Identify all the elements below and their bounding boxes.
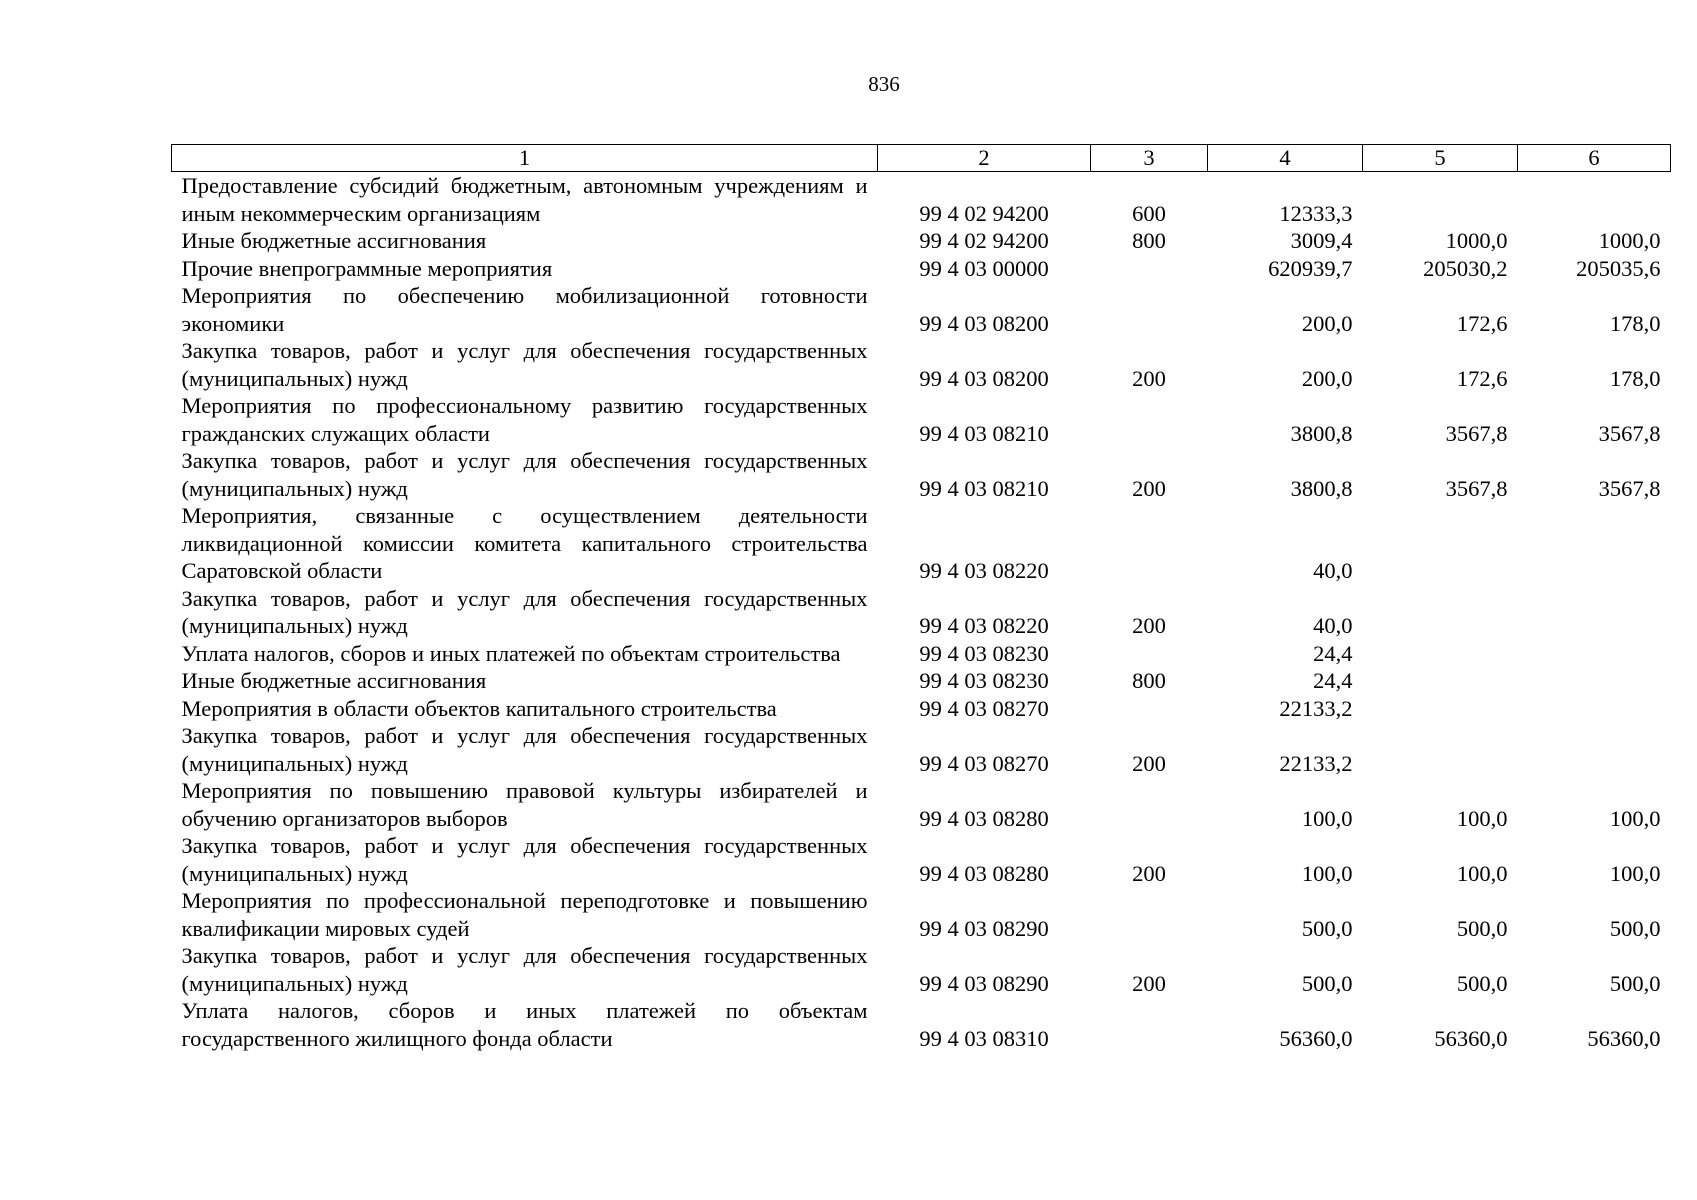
row-expense-type: 200 [1132, 750, 1166, 776]
row-name: Мероприятия в области объектов капитального строительства [181, 695, 777, 721]
row-name: Закупка товаров, работ и услуг для обеспечения государственных (муниципальных) нужд [181, 943, 868, 996]
header-row [172, 145, 1671, 172]
table-row [172, 942, 1671, 997]
row-expense-type: 800 [1132, 228, 1166, 253]
row-value-col6 [1518, 667, 1671, 695]
row-code: 99 4 03 00000 [919, 255, 1049, 281]
row-value-col4: 500,0 [1301, 970, 1353, 996]
row-expense-type [1091, 887, 1208, 942]
budget-table [171, 144, 1671, 1052]
row-value-col4: 100,0 [1301, 805, 1353, 831]
row-value-col4: 3800,8 [1290, 420, 1353, 446]
table-row [172, 447, 1671, 502]
row-value-col4: 3800,8 [1290, 475, 1353, 501]
table-row [172, 392, 1671, 447]
row-expense-type [1091, 640, 1208, 668]
table-row [172, 997, 1671, 1052]
row-code: 99 4 03 08220 [919, 558, 1049, 583]
row-name: Мероприятия по профессиональной переподготовке и повышению квалификации мировых судей [181, 888, 868, 941]
row-value-col4: 24,4 [1313, 668, 1353, 693]
page-number: 836 [868, 72, 900, 96]
row-expense-type: 200 [1132, 365, 1166, 391]
row-code: 99 4 03 08280 [919, 805, 1049, 831]
row-value-col4: 200,0 [1301, 310, 1353, 336]
table-row [172, 282, 1671, 337]
row-value-col5: 56360,0 [1434, 1025, 1508, 1051]
row-name: Закупка товаров, работ и услуг для обеспечения государственных (муниципальных) нужд [181, 338, 868, 391]
row-value-col5 [1363, 640, 1518, 668]
row-name: Уплата налогов, сборов и иных платежей по объектам строительства [181, 640, 841, 666]
row-name: Прочие внепрограммные мероприятия [181, 255, 553, 281]
table-row [172, 227, 1671, 255]
table-row [172, 172, 1671, 228]
row-code: 99 4 03 08290 [919, 915, 1049, 941]
row-value-col6 [1518, 172, 1671, 228]
table-row [172, 722, 1671, 777]
row-name: Закупка товаров, работ и услуг для обеспечения государственных (муниципальных) нужд [181, 723, 868, 776]
row-value-col4: 620939,7 [1268, 255, 1353, 281]
row-name: Мероприятия, связанные с осуществлением деятельности ликвидационной комиссии комитета капитального строительства Саратовской области [181, 503, 868, 583]
row-expense-type [1091, 997, 1208, 1052]
row-value-col5: 3567,8 [1445, 475, 1508, 501]
row-name: Закупка товаров, работ и услуг для обеспечения государственных (муниципальных) нужд [181, 585, 868, 638]
row-value-col5: 3567,8 [1445, 420, 1508, 446]
row-value-col4: 40,0 [1313, 613, 1353, 638]
row-code: 99 4 03 08280 [919, 860, 1049, 886]
row-value-col6 [1518, 722, 1671, 777]
table-row [172, 832, 1671, 887]
row-name: Мероприятия по повышению правовой культуры избирателей и обучению организаторов выборов [181, 778, 868, 831]
row-name: Иные бюджетные ассигнования [181, 228, 487, 253]
column-header-4: 4 [1208, 145, 1363, 172]
row-value-col5 [1363, 172, 1518, 228]
row-value-col5: 500,0 [1456, 915, 1508, 941]
row-value-col6: 56360,0 [1587, 1025, 1661, 1051]
row-expense-type: 200 [1132, 860, 1166, 886]
table-row [172, 777, 1671, 832]
row-expense-type [1091, 502, 1208, 585]
row-expense-type [1091, 695, 1208, 723]
row-expense-type: 200 [1132, 613, 1166, 638]
row-value-col4: 40,0 [1313, 558, 1353, 583]
row-value-col5: 1000,0 [1445, 228, 1508, 253]
table-row [172, 887, 1671, 942]
table-header [172, 145, 1671, 172]
row-value-col5 [1363, 585, 1518, 640]
column-header-3: 3 [1091, 145, 1208, 172]
row-value-col6 [1518, 695, 1671, 723]
row-value-col4: 500,0 [1301, 915, 1353, 941]
table-row [172, 667, 1671, 695]
row-expense-type: 600 [1132, 200, 1166, 226]
table-row [172, 255, 1671, 283]
row-expense-type: 200 [1132, 475, 1166, 501]
row-name: Закупка товаров, работ и услуг для обеспечения государственных (муниципальных) нужд [181, 833, 868, 886]
row-name: Мероприятия по обеспечению мобилизационной готовности экономики [181, 283, 868, 336]
row-code: 99 4 03 08210 [919, 475, 1049, 501]
table-row [172, 337, 1671, 392]
row-code: 99 4 03 08270 [919, 695, 1049, 721]
row-value-col6: 100,0 [1609, 805, 1661, 831]
row-value-col5: 172,6 [1456, 310, 1508, 336]
table-row [172, 640, 1671, 668]
row-name: Предоставление субсидий бюджетным, автономным учреждениям и иным некоммерческим организациям [181, 173, 868, 226]
row-value-col6 [1518, 640, 1671, 668]
row-expense-type [1091, 392, 1208, 447]
row-name: Иные бюджетные ассигнования [181, 668, 487, 693]
row-name: Закупка товаров, работ и услуг для обеспечения государственных (муниципальных) нужд [181, 448, 868, 501]
row-expense-type [1091, 282, 1208, 337]
row-expense-type [1091, 777, 1208, 832]
row-value-col6: 178,0 [1609, 310, 1661, 336]
row-name: Мероприятия по профессиональному развитию государственных гражданских служащих области [181, 393, 868, 446]
row-value-col4: 12333,3 [1279, 200, 1353, 226]
row-value-col6: 205035,6 [1576, 255, 1661, 281]
row-code: 99 4 02 94200 [919, 228, 1049, 253]
row-code: 99 4 03 08310 [919, 1025, 1049, 1051]
row-value-col5: 100,0 [1456, 805, 1508, 831]
row-value-col5 [1363, 667, 1518, 695]
row-value-col6: 3567,8 [1598, 475, 1661, 501]
column-header-2: 2 [878, 145, 1091, 172]
row-value-col6: 500,0 [1609, 915, 1661, 941]
row-value-col4: 56360,0 [1279, 1025, 1353, 1051]
row-value-col5: 100,0 [1456, 860, 1508, 886]
row-value-col5: 205030,2 [1423, 255, 1508, 281]
row-code: 99 4 03 08230 [919, 640, 1049, 666]
row-name: Уплата налогов, сборов и иных платежей по объектам государственного жилищного фонда области [181, 998, 868, 1051]
row-code: 99 4 02 94200 [919, 200, 1049, 226]
row-code: 99 4 03 08220 [919, 613, 1049, 638]
row-value-col4: 100,0 [1301, 860, 1353, 886]
column-header-6: 6 [1518, 145, 1671, 172]
row-value-col4: 200,0 [1301, 365, 1353, 391]
row-value-col6: 3567,8 [1598, 420, 1661, 446]
row-expense-type: 200 [1132, 970, 1166, 996]
row-code: 99 4 03 08200 [919, 365, 1049, 391]
table-body [172, 172, 1671, 1053]
row-value-col4: 22133,2 [1279, 695, 1353, 721]
row-value-col5 [1363, 695, 1518, 723]
row-value-col6 [1518, 502, 1671, 585]
table-row [172, 695, 1671, 723]
row-value-col6: 1000,0 [1598, 228, 1661, 253]
row-expense-type [1091, 255, 1208, 283]
row-value-col5 [1363, 722, 1518, 777]
row-value-col6: 500,0 [1609, 970, 1661, 996]
row-value-col6: 178,0 [1609, 365, 1661, 391]
row-value-col6 [1518, 585, 1671, 640]
column-header-1: 1 [172, 145, 878, 172]
row-code: 99 4 03 08200 [919, 310, 1049, 336]
row-value-col5: 500,0 [1456, 970, 1508, 996]
row-code: 99 4 03 08210 [919, 420, 1049, 446]
table-row [172, 502, 1671, 585]
row-value-col6: 100,0 [1609, 860, 1661, 886]
row-value-col5: 172,6 [1456, 365, 1508, 391]
row-value-col4: 24,4 [1313, 640, 1353, 666]
row-value-col4: 22133,2 [1279, 750, 1353, 776]
row-value-col4: 3009,4 [1290, 228, 1353, 253]
column-header-5: 5 [1363, 145, 1518, 172]
table-row [172, 585, 1671, 640]
row-code: 99 4 03 08230 [919, 668, 1049, 693]
row-expense-type: 800 [1132, 668, 1166, 693]
row-code: 99 4 03 08270 [919, 750, 1049, 776]
row-value-col5 [1363, 502, 1518, 585]
row-code: 99 4 03 08290 [919, 970, 1049, 996]
